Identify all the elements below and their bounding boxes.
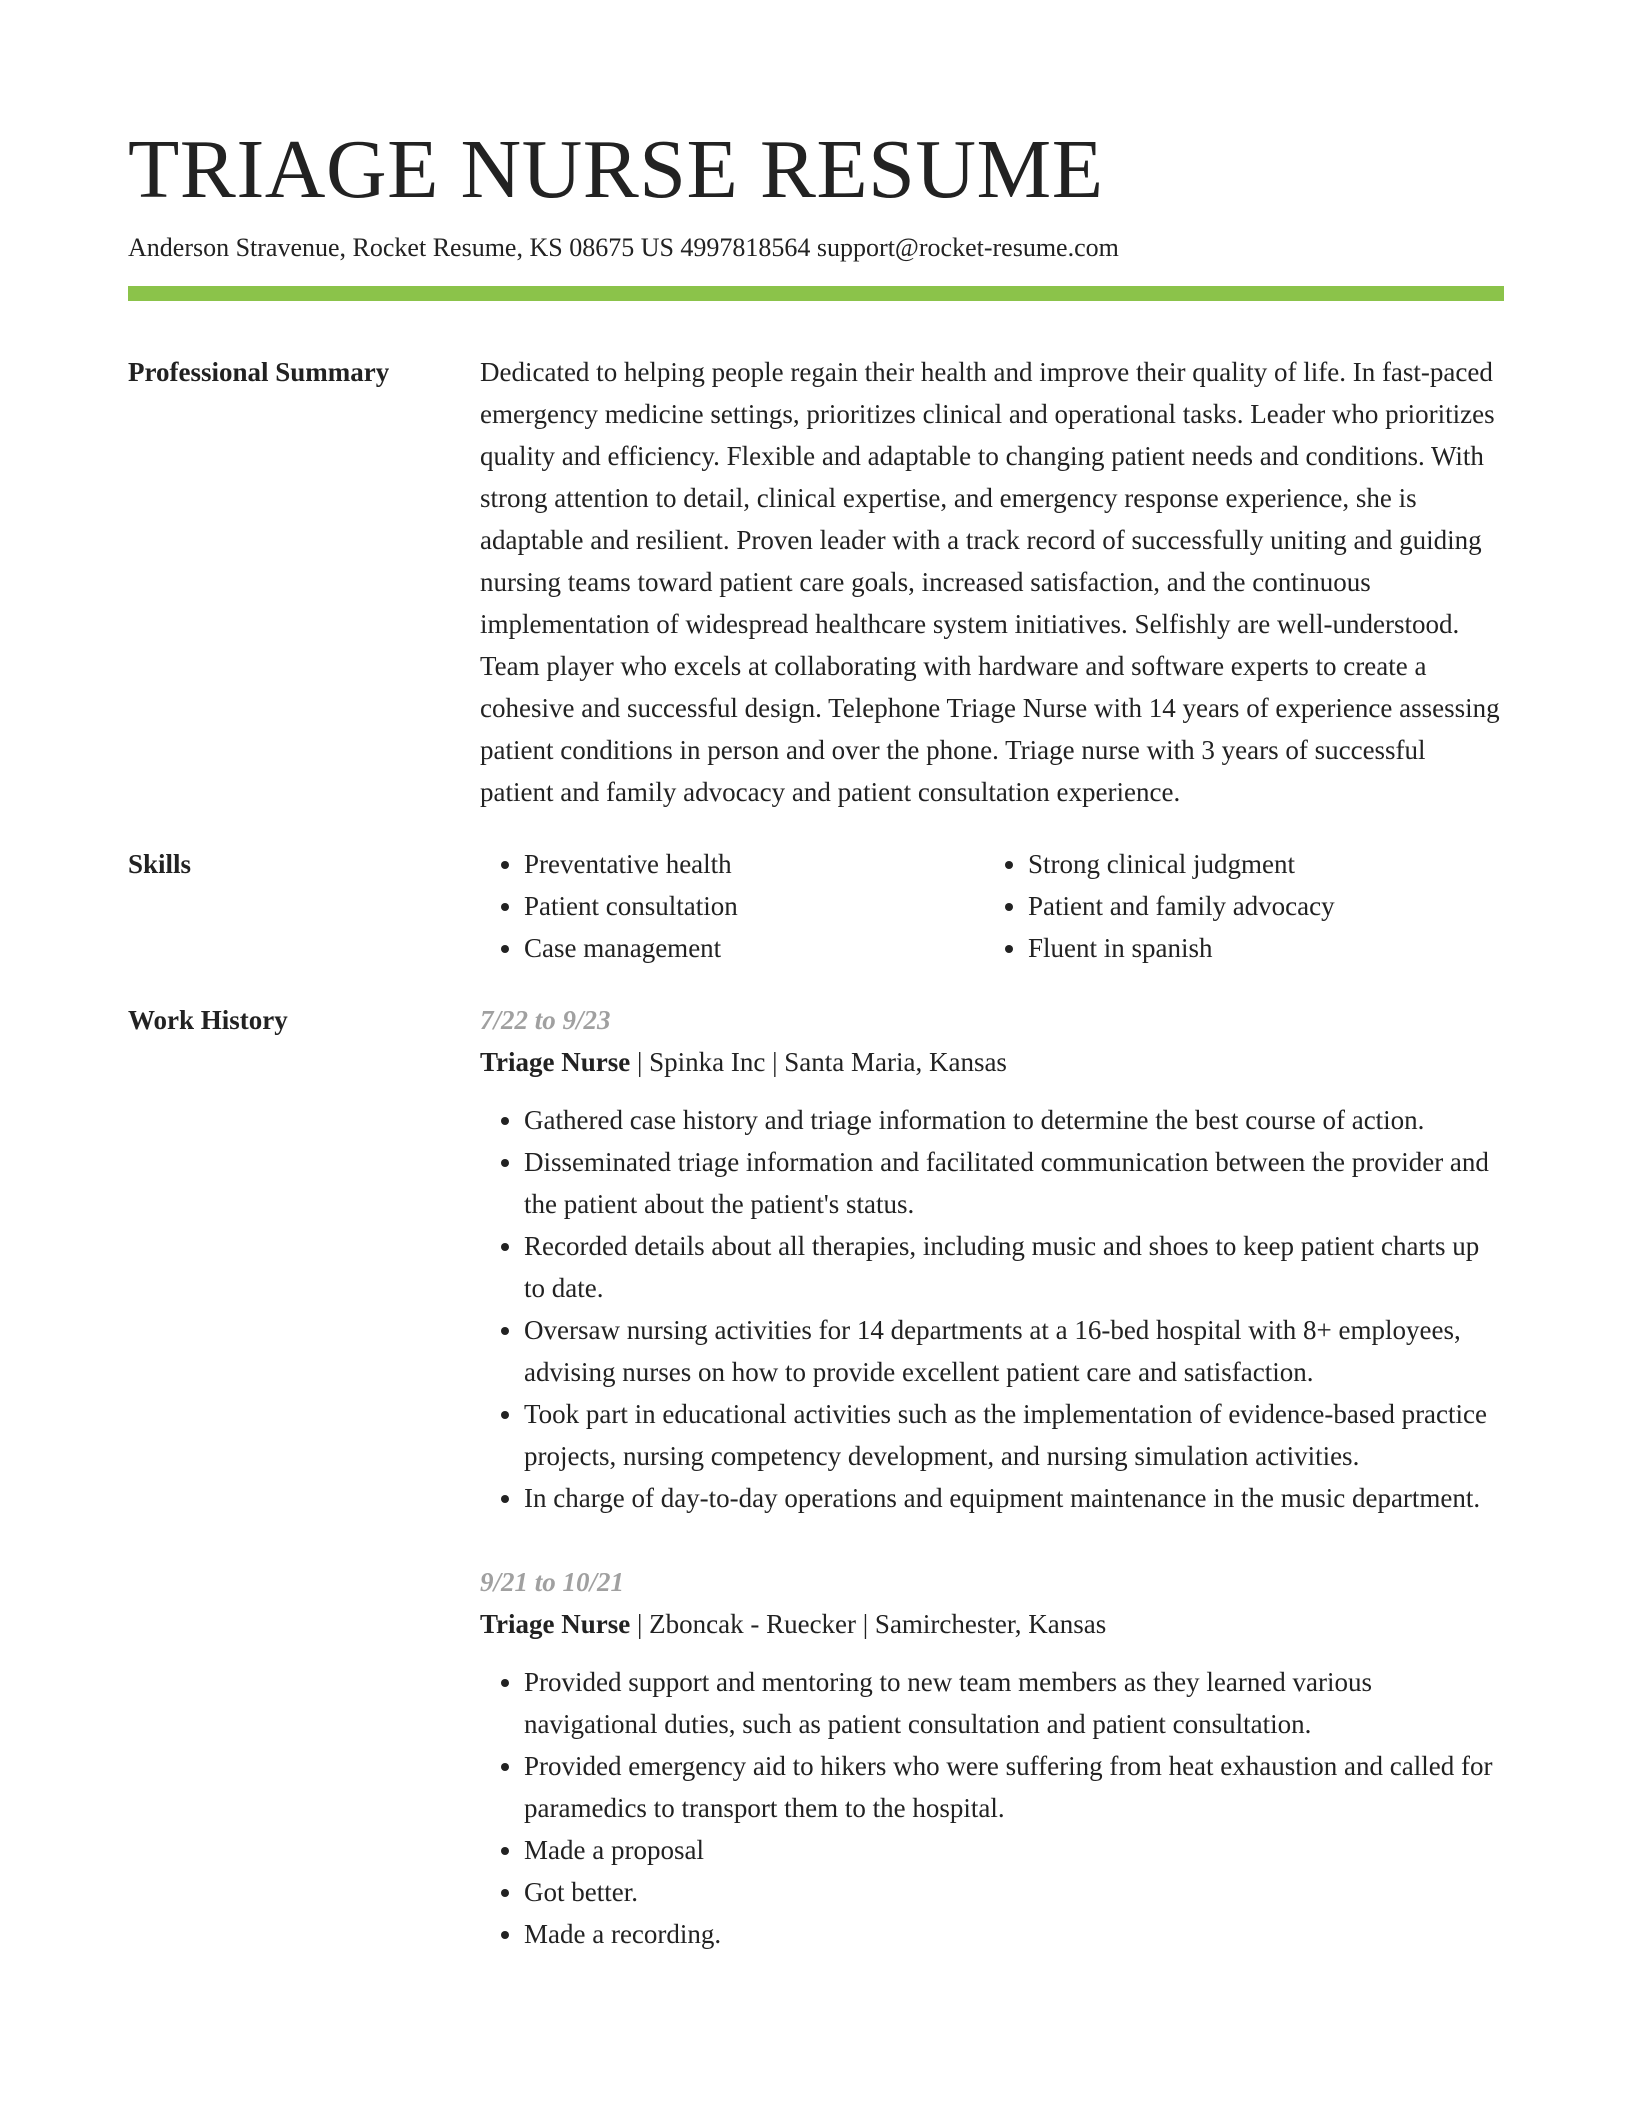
job-title: Triage Nurse: [480, 1047, 631, 1077]
skills-column-left: [480, 843, 984, 969]
skill-item: • Case management: [524, 927, 984, 969]
job-heading: [480, 1041, 1504, 1083]
accent-divider: [128, 286, 1504, 301]
skill-item: • Patient consultation: [524, 885, 984, 927]
skill-item: • Preventative health: [524, 843, 984, 885]
work-history-section: [128, 999, 1504, 1955]
section-label-summary: Professional Summary: [128, 357, 390, 387]
job-bullet: • Provided emergency aid to hikers who were suffering from heat exhaustion and called for paramedics to transport them to the hospital.: [524, 1745, 1504, 1829]
job-heading: [480, 1603, 1504, 1645]
job-entry: [480, 999, 1504, 1519]
job-bullet: • Made a recording.: [524, 1913, 1504, 1955]
section-label-skills: Skills: [128, 849, 192, 879]
skills-section: [128, 843, 1504, 969]
job-bullet: • Provided support and mentoring to new team members as they learned various navigational duties, such as patient consultation and patient consultation.: [524, 1661, 1504, 1745]
contact-line: Anderson Stravenue, Rocket Resume, KS 08675 US 4997818564 support@rocket-resume.com: [128, 233, 1119, 262]
job-details: | Zboncak - Ruecker | Samirchester, Kansas: [630, 1609, 1107, 1639]
page-title: TRIAGE NURSE RESUME: [128, 123, 1104, 216]
job-bullet: • Took part in educational activities such as the implementation of evidence-based practice projects, nursing competency development, and nursing simulation activities.: [524, 1393, 1504, 1477]
skill-item: • Patient and family advocacy: [1028, 885, 1488, 927]
job-bullet: • Disseminated triage information and facilitated communication between the provider and the patient about the patient's status.: [524, 1141, 1504, 1225]
skill-item: • Fluent in spanish: [1028, 927, 1488, 969]
job-bullet: • Made a proposal: [524, 1829, 1504, 1871]
job-entry: [480, 1561, 1504, 1955]
job-bullets: [480, 1661, 1504, 1955]
job-dates: 9/21 to 10/21: [480, 1567, 625, 1597]
job-bullet: • In charge of day-to-day operations and equipment maintenance in the music department.: [524, 1477, 1504, 1519]
summary-section: [128, 351, 1504, 813]
skills-grid: [480, 843, 1504, 969]
job-bullet: • Recorded details about all therapies, including music and shoes to keep patient charts up to date.: [524, 1225, 1504, 1309]
job-bullets: [480, 1099, 1504, 1519]
job-bullet: • Got better.: [524, 1871, 1504, 1913]
skills-column-right: [984, 843, 1488, 969]
summary-text: Dedicated to helping people regain their health and improve their quality of life. In fast-paced emergency medicine settings, prioritizes clinical and operational tasks. Leader who prioritizes quality and efficiency. Flexible and adaptable to changing patient needs and conditions. With strong attention to detail, clinical expertise, and emergency response experience, she is adaptable and resilient. Proven leader with a track record of successfully uniting and guiding nursing teams toward patient care goals, increased satisfaction, and the continuous implementation of widespread healthcare system initiatives. Selfishly are well-understood. Team player who excels at collaborating with hardware and software experts to create a cohesive and successful design. Telephone Triage Nurse with 14 years of experience assessing patient conditions in person and over the phone. Triage nurse with 3 years of successful patient and family advocacy and patient consultation experience.: [480, 357, 1500, 807]
job-bullet: • Oversaw nursing activities for 14 departments at a 16-bed hospital with 8+ employees, advising nurses on how to provide excellent patient care and satisfaction.: [524, 1309, 1504, 1393]
job-title: Triage Nurse: [480, 1609, 631, 1639]
job-details: | Spinka Inc | Santa Maria, Kansas: [630, 1047, 1007, 1077]
job-bullet: • Gathered case history and triage information to determine the best course of action.: [524, 1099, 1504, 1141]
section-label-work-history: Work History: [128, 1005, 288, 1035]
job-dates: 7/22 to 9/23: [480, 1005, 611, 1035]
resume-page: [128, 0, 1504, 1955]
skill-item: • Strong clinical judgment: [1028, 843, 1488, 885]
